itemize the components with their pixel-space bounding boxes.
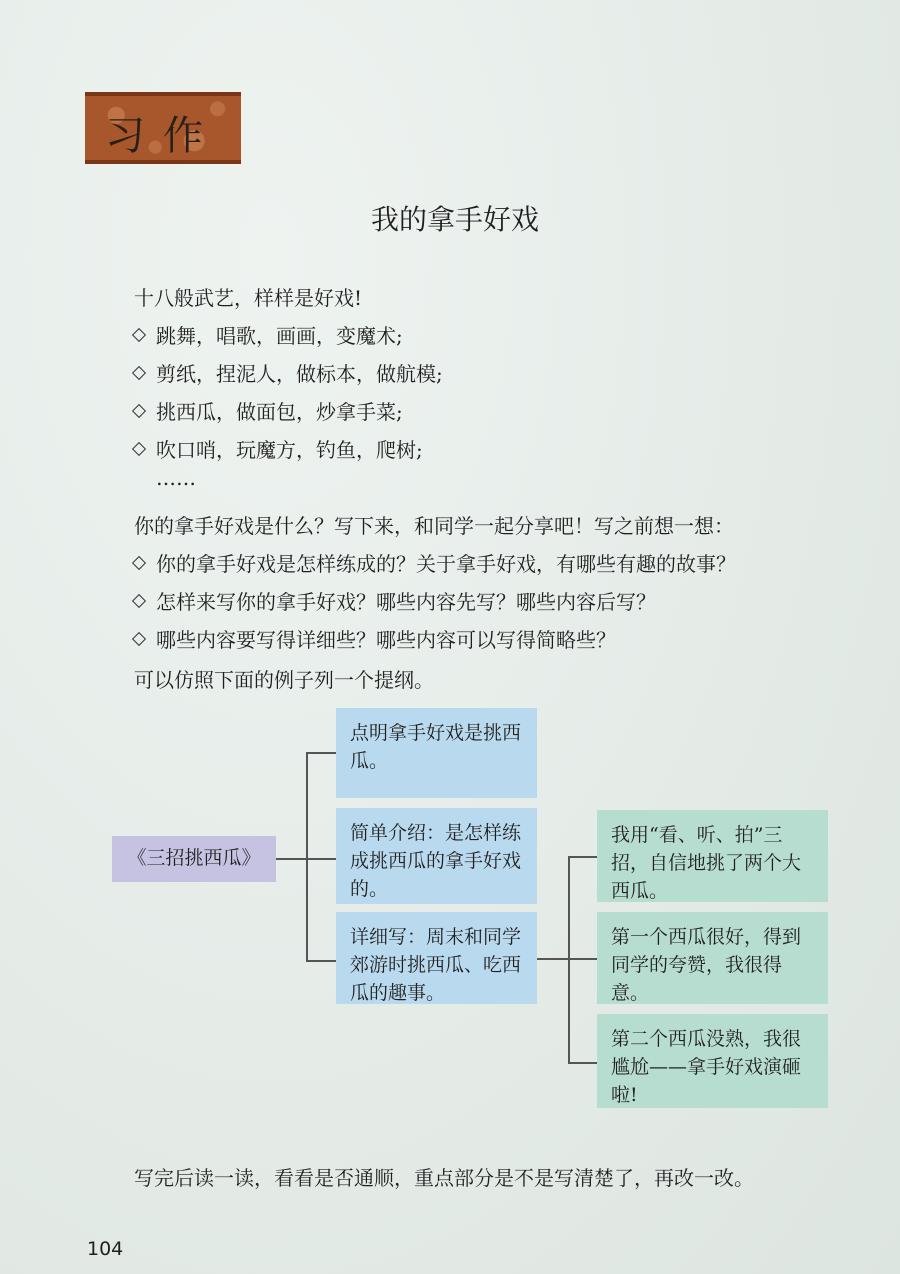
outline-branch: 简单介绍：是怎样练成挑西瓜的拿手好戏的。	[336, 808, 537, 904]
intro-text: 十八般武艺，样样是好戏!	[134, 286, 363, 310]
outline-branch: 详细写：周末和同学郊游时挑西瓜、吃西瓜的趣事。	[336, 912, 537, 1004]
example-text: 剪纸，捏泥人，做标本，做航模;	[156, 362, 443, 386]
connector-line	[568, 856, 597, 858]
example-item	[134, 320, 403, 349]
outline-detail: 第二个西瓜没熟，我很尴尬——拿手好戏演砸啦!	[597, 1014, 828, 1108]
connector-line	[537, 958, 568, 960]
connector-line	[568, 958, 597, 960]
diamond-bullet-icon	[132, 366, 146, 380]
example-item	[134, 358, 443, 387]
outline-detail: 我用“看、听、拍”三招，自信地挑了两个大西瓜。	[597, 810, 828, 902]
outline-detail: 第一个西瓜很好，得到同学的夸赞，我很得意。	[597, 912, 828, 1004]
connector-line	[306, 960, 336, 962]
ellipsis: ……	[156, 466, 196, 490]
diamond-bullet-icon	[132, 632, 146, 646]
question-item	[134, 548, 736, 577]
diamond-bullet-icon	[132, 328, 146, 342]
closing-text: 写完后读一读，看看是否通顺，重点部分是不是写清楚了，再改一改。	[134, 1166, 754, 1190]
question-text: 怎样来写你的拿手好戏？哪些内容先写？哪些内容后写？	[156, 590, 656, 614]
page-title: 我的拿手好戏	[370, 203, 539, 236]
diamond-bullet-icon	[132, 404, 146, 418]
example-text: 跳舞，唱歌，画画，变魔术;	[156, 324, 403, 348]
connector-line	[276, 858, 306, 860]
connector-line	[568, 1062, 597, 1064]
connector-line	[306, 752, 308, 960]
question-text: 你的拿手好戏是怎样练成的？关于拿手好戏，有哪些有趣的故事？	[156, 552, 736, 576]
diamond-bullet-icon	[132, 594, 146, 608]
connector-line	[306, 858, 336, 860]
section-badge-label: 习作	[105, 113, 221, 159]
example-item	[134, 434, 423, 463]
outline-hint: 可以仿照下面的例子列一个提纲。	[134, 668, 434, 692]
page-number: 104	[87, 1238, 124, 1260]
example-text: 吹口哨，玩魔方，钓鱼，爬树;	[156, 438, 423, 462]
question-item	[134, 586, 656, 615]
question-item	[134, 624, 616, 653]
connector-line	[306, 752, 336, 754]
outline-root: 《三招挑西瓜》	[112, 836, 276, 882]
example-text: 挑西瓜，做面包，炒拿手菜;	[156, 400, 403, 424]
question-text: 哪些内容要写得详细些？哪些内容可以写得简略些？	[156, 628, 616, 652]
diamond-bullet-icon	[132, 556, 146, 570]
diamond-bullet-icon	[132, 442, 146, 456]
prompt-text: 你的拿手好戏是什么？写下来，和同学一起分享吧！写之前想一想：	[134, 514, 734, 538]
example-item	[134, 396, 403, 425]
outline-branch: 点明拿手好戏是挑西瓜。	[336, 708, 537, 798]
section-badge	[85, 92, 241, 164]
